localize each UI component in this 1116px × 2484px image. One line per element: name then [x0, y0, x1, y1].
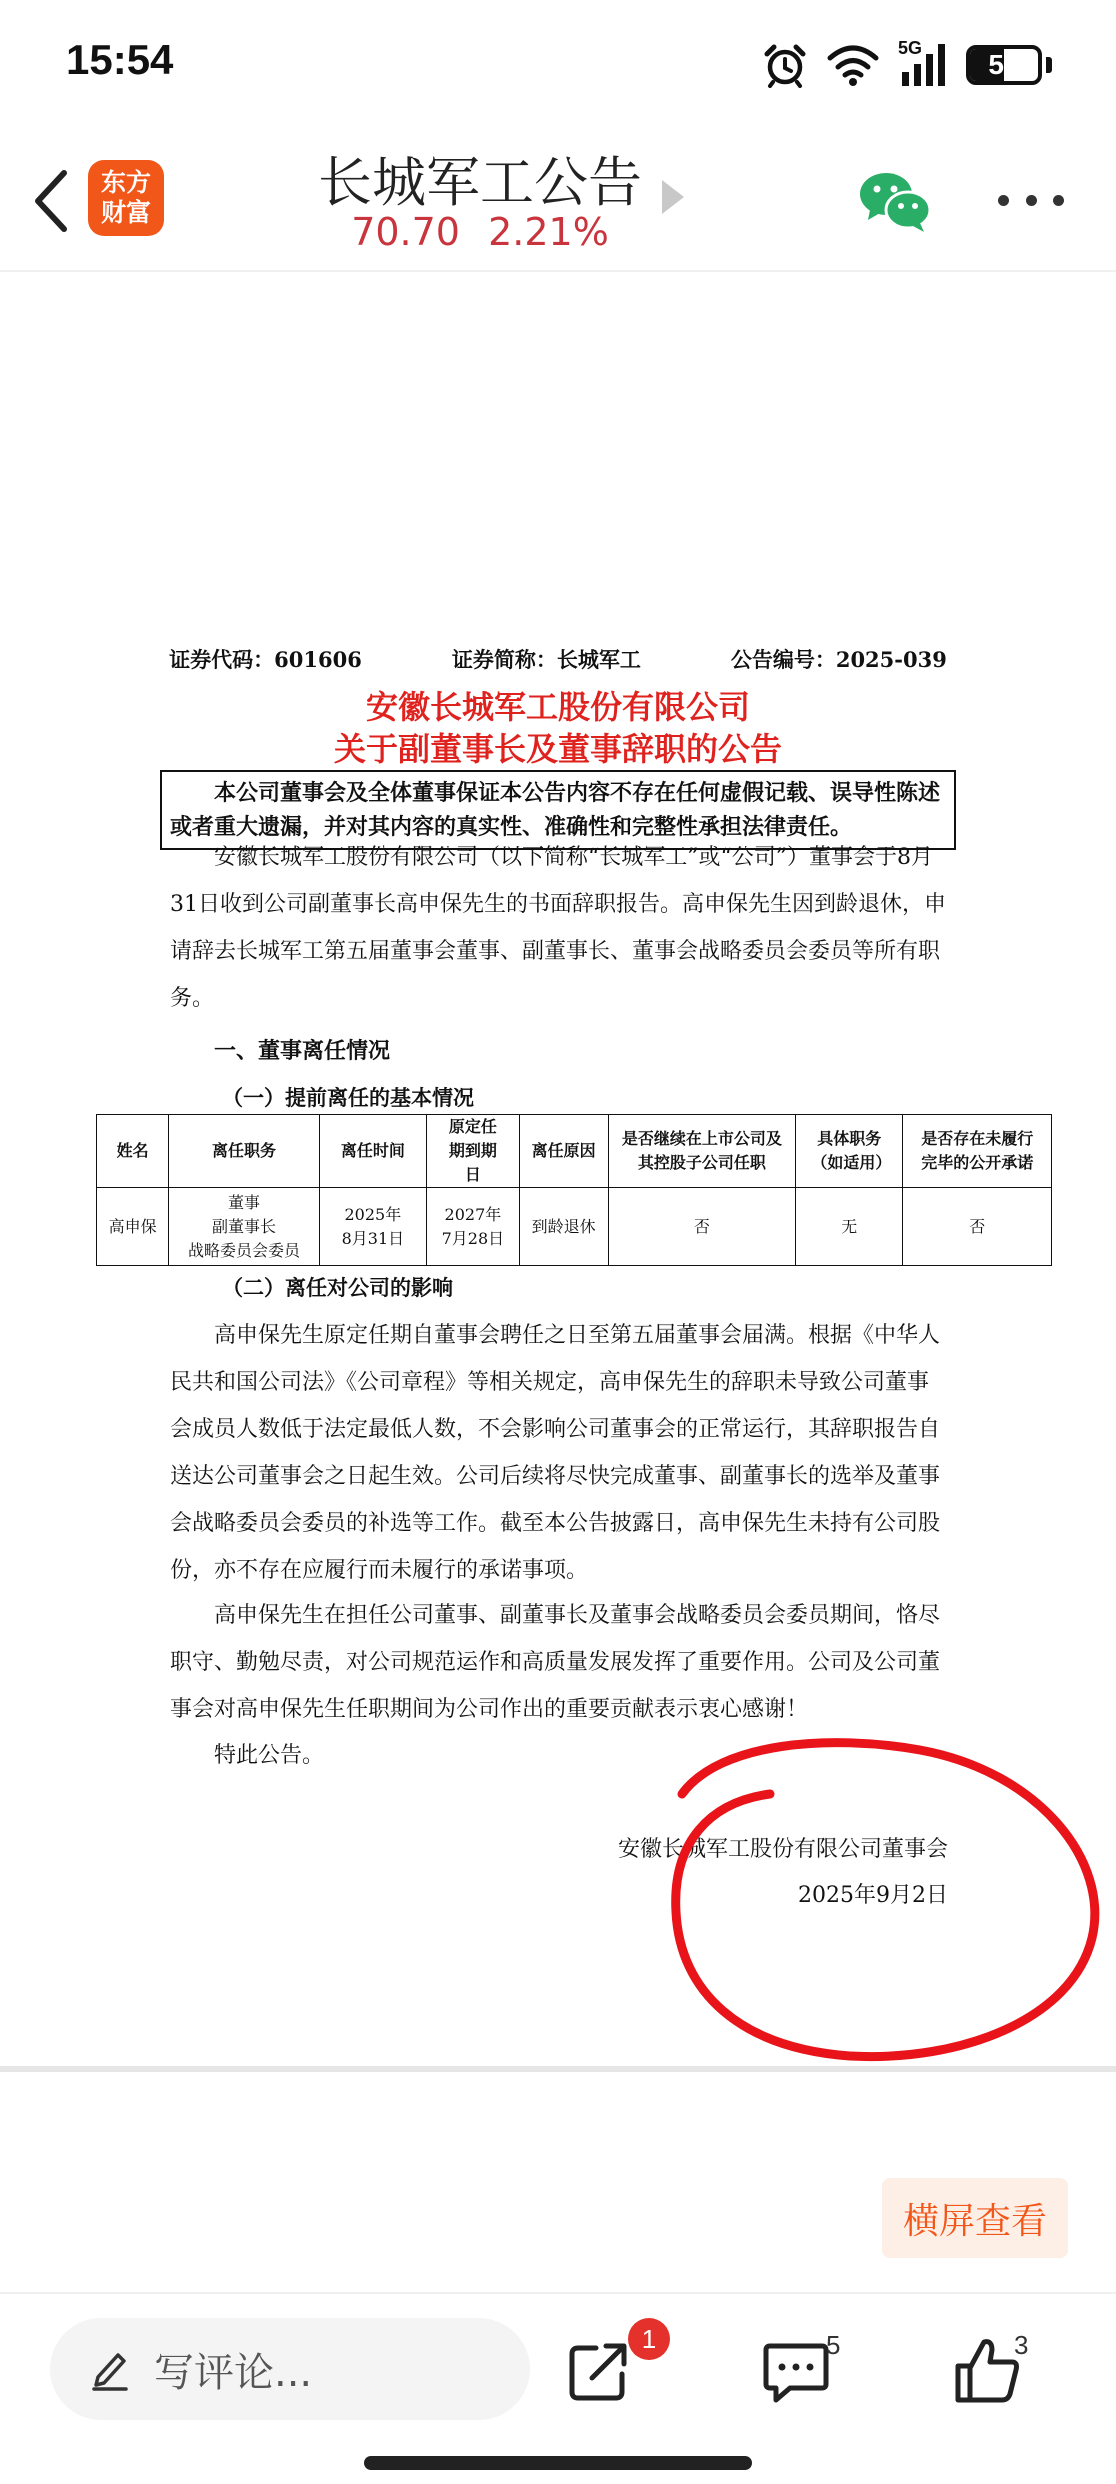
notice-number: 公告编号：2025-039: [730, 647, 947, 672]
more-options-button[interactable]: [998, 170, 1064, 230]
document-title: 关于副董事长及董事辞职的公告: [333, 730, 782, 768]
alarm-icon: [762, 42, 808, 88]
table-header: 离任职务: [169, 1115, 320, 1188]
security-short-name: 证券简称：长城军工: [451, 647, 641, 672]
table-header: [796, 1115, 903, 1188]
wechat-icon: [858, 170, 932, 234]
cell-reason: 到龄退休: [519, 1188, 608, 1266]
battery-tip: [1046, 57, 1052, 73]
subsection-heading-2: （二）离任对公司的影响: [222, 1275, 453, 1300]
security-code: 证券代码：601606: [169, 647, 362, 672]
stock-price: 70.70: [351, 210, 460, 254]
comments-count: 5: [826, 2330, 841, 2360]
position-line: 副董事长: [211, 1216, 276, 1236]
subsection-heading-1: （一）提前离任的基本情况: [222, 1085, 474, 1110]
status-bar: [0, 0, 1116, 130]
bottom-action-bar: [0, 2292, 1116, 2484]
term-end-day: 7月28日: [441, 1228, 505, 1248]
table-row: [97, 1188, 1052, 1266]
brand-logo-line1: 东方: [100, 168, 151, 197]
more-dot-icon: [998, 195, 1009, 206]
table-header: [427, 1115, 520, 1188]
comment-bubble-icon: [756, 2330, 836, 2410]
landscape-view-button[interactable]: 横屏查看: [882, 2178, 1068, 2258]
signature-date: 2025年9月2日: [798, 1883, 948, 1908]
signal-icon: [898, 38, 948, 88]
more-dot-icon: [1026, 195, 1037, 206]
comment-input[interactable]: [50, 2318, 530, 2420]
document-company: 安徽长城军工股份有限公司: [365, 688, 750, 726]
play-arrow-icon[interactable]: [662, 180, 684, 214]
table-header: 离任原因: [519, 1115, 608, 1188]
paragraph-3: 高申保先生在担任公司董事、副董事长及董事会战略委员会委员期间，恪尽职守、勤勉尽责，对公司规范运作和高质量发展发挥了重要作用。公司及公司董事会对高申保先生任职期间为公司作出的重要贡献表示衷心感谢！: [170, 1603, 941, 1722]
more-dot-icon: [1053, 195, 1064, 206]
document-divider: [0, 2066, 1116, 2072]
table-header: [608, 1115, 796, 1188]
section-heading-1: 一、董事离任情况: [214, 1038, 391, 1064]
comments-button[interactable]: [756, 2330, 836, 2410]
position-line: 董事: [227, 1192, 260, 1212]
table-header-role: 具体职务（如适用）: [811, 1129, 892, 1172]
status-time: 15:54: [66, 36, 174, 83]
table-header-commitment: 是否存在未履行完毕的公开承诺: [921, 1129, 1034, 1172]
likes-count: 3: [1014, 2330, 1029, 2360]
comment-placeholder: 写评论...: [154, 2349, 313, 2396]
table-header: [903, 1115, 1052, 1188]
header: [0, 130, 1116, 272]
table-header-term: 原定任期到期日: [448, 1117, 497, 1184]
page-title: 长城军工公告: [318, 151, 642, 214]
battery-icon: [966, 45, 1042, 85]
cell-role: 无: [796, 1188, 903, 1266]
paragraph-2: 高申保先生原定任期自董事会聘任之日至第五届董事会届满。根据《中华人民共和国公司法》《公司章程》等相关规定，高申保先生的辞职未导致公司董事会成员人数低于法定最低人数，不会影响公司董事会的正常运行，其辞职报告自送达公司董事会之日起生效。公司后续将尽快完成董事、副董事长的选举及董事会战略委员会委员的补选等工作。截至本公告披露日，高申保先生未持有公司股份，亦不存在应履行而未履行的承诺事项。: [170, 1323, 941, 1583]
table-header: 姓名: [97, 1115, 169, 1188]
position-line: 战略委员会委员: [187, 1240, 300, 1260]
stock-quote[interactable]: [0, 210, 960, 254]
stock-change: 2.21%: [488, 210, 609, 254]
network-type: 5G: [898, 38, 923, 58]
term-end-year: 2027年: [444, 1204, 502, 1224]
home-indicator[interactable]: [364, 2456, 752, 2470]
wechat-share-button[interactable]: [858, 170, 932, 234]
table-header: 离任时间: [319, 1115, 426, 1188]
pencil-icon: [90, 2347, 130, 2391]
cell-continue: 否: [608, 1188, 796, 1266]
cell-commitment: 否: [903, 1188, 1052, 1266]
leave-date-year: 2025年: [344, 1204, 402, 1224]
battery-level: 50: [988, 49, 1020, 80]
cell-name: 高申保: [97, 1188, 169, 1266]
announcement-document[interactable]: [0, 272, 1116, 2068]
table-header-continue: 是否继续在上市公司及其控股子公司任职: [621, 1129, 782, 1172]
signer: 安徽长城军工股份有限公司董事会: [617, 1837, 948, 1862]
share-badge: 1: [628, 2318, 670, 2360]
status-icons: [762, 38, 1052, 92]
disclaimer-box: 本公司董事会及全体董事保证本公告内容不存在任何虚假记载、误导性陈述或者重大遗漏，并对其内容的真实性、准确性和完整性承担法律责任。: [160, 770, 956, 850]
wifi-icon: [826, 44, 880, 86]
cell-leave-date: [319, 1188, 426, 1266]
cell-term-end: [427, 1188, 520, 1266]
departure-table: [96, 1114, 1052, 1266]
paragraph-1: 安徽长城军工股份有限公司（以下简称“长城军工”或“公司”）董事会于8月31日收到公司副董事长高申保先生的书面辞职报告。高申保先生因到龄退休，申请辞去长城军工第五届董事会董事、副董事长、董事会战略委员会委员等所有职务。: [170, 845, 946, 1011]
table-header-row: [97, 1115, 1052, 1188]
paragraph-4: 特此公告。: [214, 1743, 325, 1768]
cell-positions: [169, 1188, 320, 1266]
document-meta: [0, 644, 1116, 674]
brand-logo-line2: 财富: [100, 198, 151, 227]
leave-date-day: 8月31日: [341, 1228, 405, 1248]
